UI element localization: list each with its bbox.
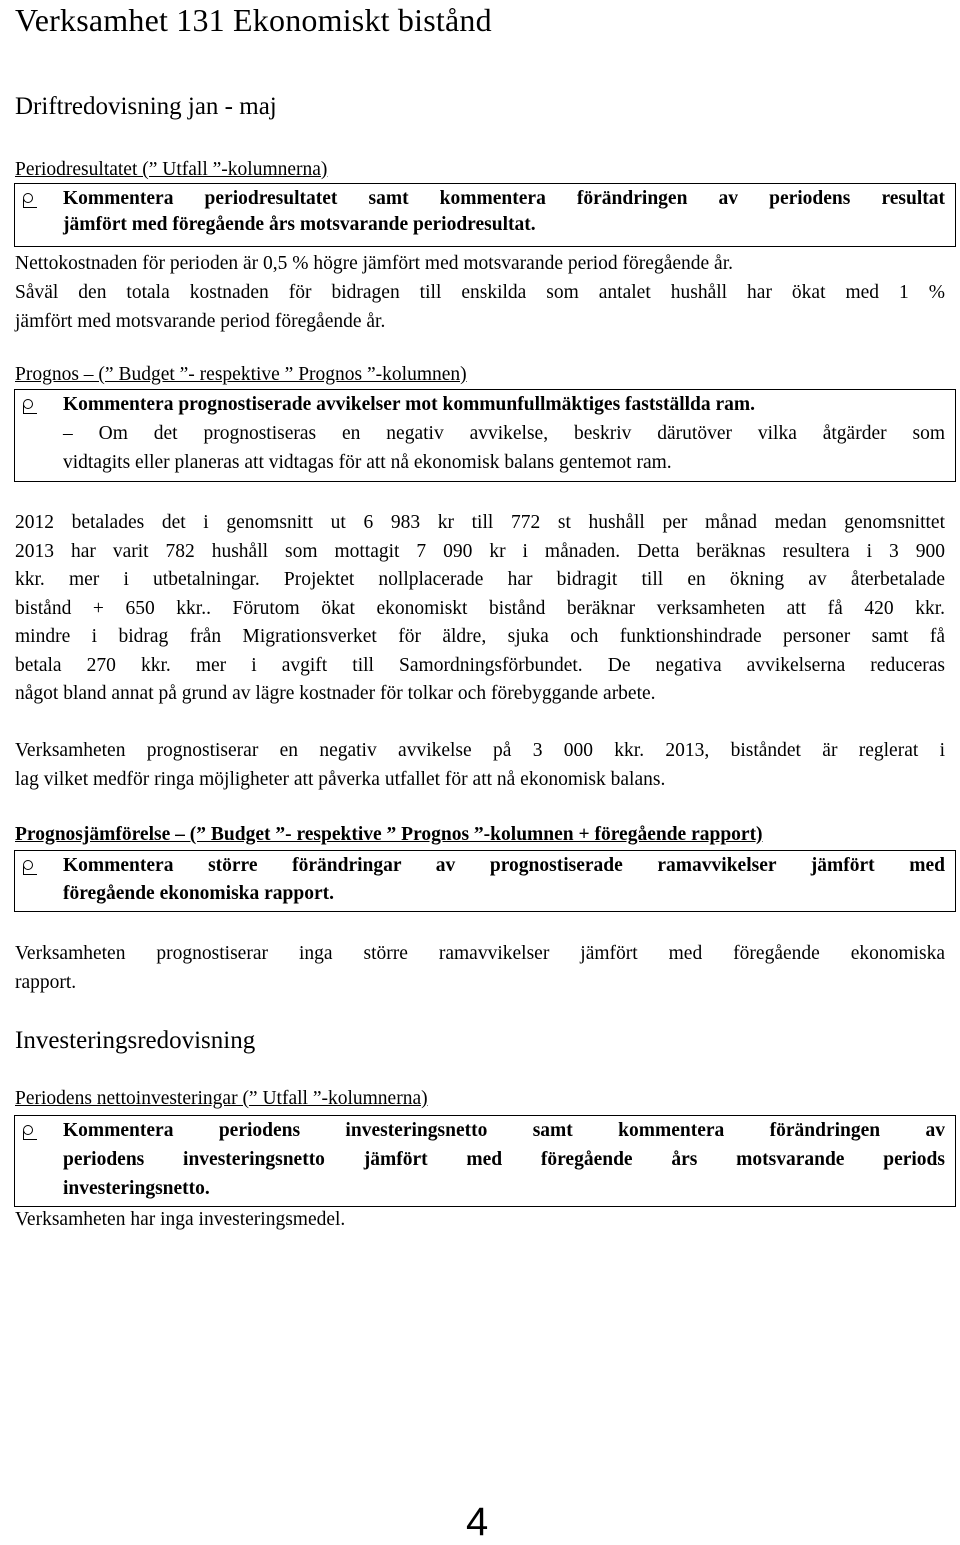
instruction-note: – Om det prognostiseras en negativ avvikelse, beskriv därutöver vilka åtgärder som	[63, 423, 945, 444]
body-text: Nettokostnaden för perioden är 0,5 % högre jämfört med motsvarande period föregående år.	[15, 253, 733, 274]
instruction-note: vidtagits eller planeras att vidtagas för att nå ekonomisk balans gentemot ram.	[63, 452, 672, 473]
subheading-periodresultat: Periodresultatet (” Utfall ”-kolumnerna)	[15, 159, 328, 180]
body-text: 2013 har varit 782 hushåll som mottagit 7 090 kr i månaden. Detta beräknas resultera i 3 900	[15, 540, 945, 562]
body-text: lag vilket medför ringa möjligheter att påverka utfallet för att nå ekonomisk balans.	[15, 768, 666, 790]
bullet-icon	[15, 1116, 63, 1206]
body-text: Såväl den totala kostnaden för bidragen till enskilda som antalet hushåll har ökat med 1 %	[15, 282, 945, 303]
body-text: Verksamheten prognostiserar inga större ramavvikelser jämfört med föregående ekonomiska	[15, 943, 945, 964]
prognos-paragraph-1	[15, 509, 945, 709]
instruction-box-prognos	[14, 389, 956, 482]
instruction-line: Kommentera prognostiserade avvikelser mot kommunfullmäktiges fastställda ram.	[63, 394, 756, 415]
section-heading-invest: Investeringsredovisning	[15, 1027, 256, 1054]
body-text: rapport.	[15, 971, 77, 993]
instruction-box-prognosjamforelse	[14, 850, 956, 912]
body-text: Verksamheten har inga investeringsmedel.	[15, 1209, 346, 1230]
bullet-icon	[15, 851, 63, 911]
instruction-line: investeringsnetto.	[63, 1178, 210, 1199]
instruction-line: periodens investeringsnetto jämfört med föregående års motsvarande periods	[63, 1149, 945, 1170]
body-text: mindre i bidrag från Migrationsverket för äldre, sjuka och funktionshindrade personer samt få	[15, 626, 945, 647]
body-text: Verksamheten prognostiserar en negativ avvikelse på 3 000 kkr. 2013, biståndet är reglerat i	[15, 740, 945, 761]
subheading-prognosjamforelse: Prognosjämförelse – (” Budget ”- respektive ” Prognos ”-kolumnen + föregående rapport)	[15, 824, 763, 845]
instruction-line: Kommentera större förändringar av prognostiserade ramavvikelser jämfört med	[63, 855, 945, 876]
section-heading-drift: Driftredovisning jan - maj	[15, 93, 277, 120]
body-text: något bland annat på grund av lägre kostnader för tolkar och förebyggande arbete.	[15, 683, 656, 704]
body-text: betala 270 kkr. mer i avgift till Samordningsförbundet. De negativa avvikelserna reduceras	[15, 654, 945, 676]
subheading-nettoinvesteringar: Periodens nettoinvesteringar (” Utfall ”-kolumnerna)	[15, 1088, 428, 1109]
bullet-icon	[15, 184, 63, 246]
body-text: jämfört med motsvarande period föregående år.	[15, 311, 386, 332]
instruction-line: föregående ekonomiska rapport.	[63, 883, 335, 904]
body-text: kkr. mer i utbetalningar. Projektet nollplacerade har bidragit till en ökning av återbetalade	[15, 569, 945, 590]
prognos-paragraph-2	[15, 737, 945, 794]
instruction-line: Kommentera periodens investeringsnetto samt kommentera förändringen av	[63, 1120, 945, 1141]
page-title: Verksamhet 131 Ekonomiskt bistånd	[15, 2, 492, 38]
instruction-line: jämfört med föregående års motsvarande periodresultat.	[63, 214, 536, 235]
body-text: bistånd + 650 kkr.. Förutom ökat ekonomiskt bistånd beräknar verksamheten att få 420 kkr.	[15, 597, 945, 619]
bullet-icon	[15, 390, 63, 481]
instruction-line: Kommentera periodresultatet samt kommentera förändringen av periodens resultat	[63, 188, 945, 209]
instruction-box-invest	[14, 1115, 956, 1207]
instruction-box-periodresultat	[14, 183, 956, 247]
page-number: 4	[466, 1500, 489, 1544]
body-text: 2012 betalades det i genomsnitt ut 6 983 kr till 772 st hushåll per månad medan genomsnittet	[15, 512, 945, 533]
subheading-prognos: Prognos – (” Budget ”- respektive ” Prognos ”-kolumnen)	[15, 364, 467, 385]
